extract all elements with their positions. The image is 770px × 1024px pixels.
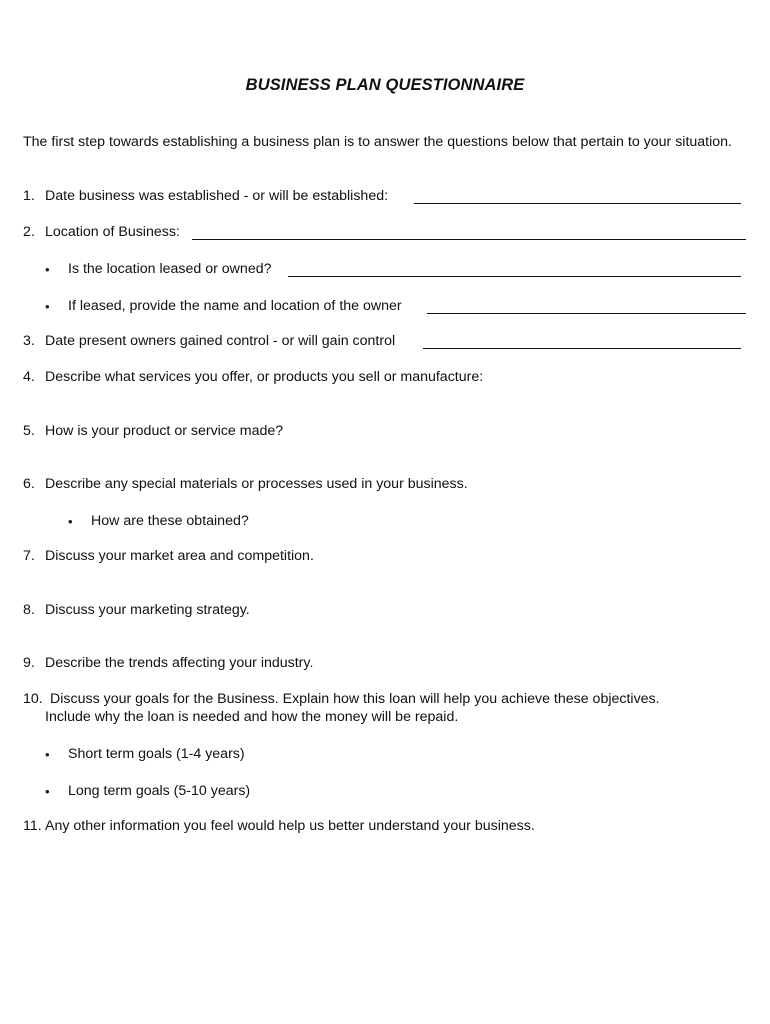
question-10a-text: Short term goals (1-4 years) <box>68 746 245 762</box>
question-10-text-line2: Include why the loan is needed and how the money will be repaid. <box>45 709 459 725</box>
question-2-text: Location of Business: <box>45 224 180 240</box>
question-5-number: 5. <box>23 423 35 439</box>
question-10-text: Discuss your goals for the Business. Explain how this loan will help you achieve these objectives. <box>50 691 660 707</box>
question-3-number: 3. <box>23 333 35 349</box>
question-3-text: Date present owners gained control - or will gain control <box>45 333 396 349</box>
bullet-icon: • <box>45 784 50 799</box>
question-3-answer-line[interactable] <box>423 348 741 349</box>
bullet-icon: • <box>45 262 50 277</box>
question-6a-text: How are these obtained? <box>91 513 249 529</box>
question-2b-text: If leased, provide the name and location of the owner <box>68 298 402 314</box>
question-6-text: Describe any special materials or processes used in your business. <box>45 476 468 492</box>
question-1-number: 1. <box>23 188 35 204</box>
intro-paragraph: The first step towards establishing a business plan is to answer the questions below that pertain to your situation. <box>23 134 732 150</box>
question-9-number: 9. <box>23 655 35 671</box>
question-10-number: 10. <box>23 691 43 707</box>
document-title: BUSINESS PLAN QUESTIONNAIRE <box>245 76 525 94</box>
question-2-answer-line[interactable] <box>192 239 746 240</box>
bullet-icon: • <box>68 514 73 529</box>
question-4-number: 4. <box>23 369 35 385</box>
question-2-number: 2. <box>23 224 35 240</box>
question-8-text: Discuss your marketing strategy. <box>45 602 250 618</box>
question-2b-answer-line[interactable] <box>427 313 746 314</box>
question-6-number: 6. <box>23 476 35 492</box>
question-7-text: Discuss your market area and competition. <box>45 548 314 564</box>
question-1-text: Date business was established - or will be established: <box>45 188 389 204</box>
question-11-text: Any other information you feel would help us better understand your business. <box>45 818 535 834</box>
question-2a-answer-line[interactable] <box>288 276 741 277</box>
bullet-icon: • <box>45 747 50 762</box>
question-8-number: 8. <box>23 602 35 618</box>
question-9-text: Describe the trends affecting your industry. <box>45 655 314 671</box>
question-5-text: How is your product or service made? <box>45 423 284 439</box>
question-2a-text: Is the location leased or owned? <box>68 261 272 277</box>
bullet-icon: • <box>45 299 50 314</box>
question-11-number: 11. <box>23 818 42 834</box>
question-4-text: Describe what services you offer, or products you sell or manufacture: <box>45 369 484 385</box>
question-7-number: 7. <box>23 548 35 564</box>
question-1-answer-line[interactable] <box>414 203 741 204</box>
question-10b-text: Long term goals (5-10 years) <box>68 783 251 799</box>
